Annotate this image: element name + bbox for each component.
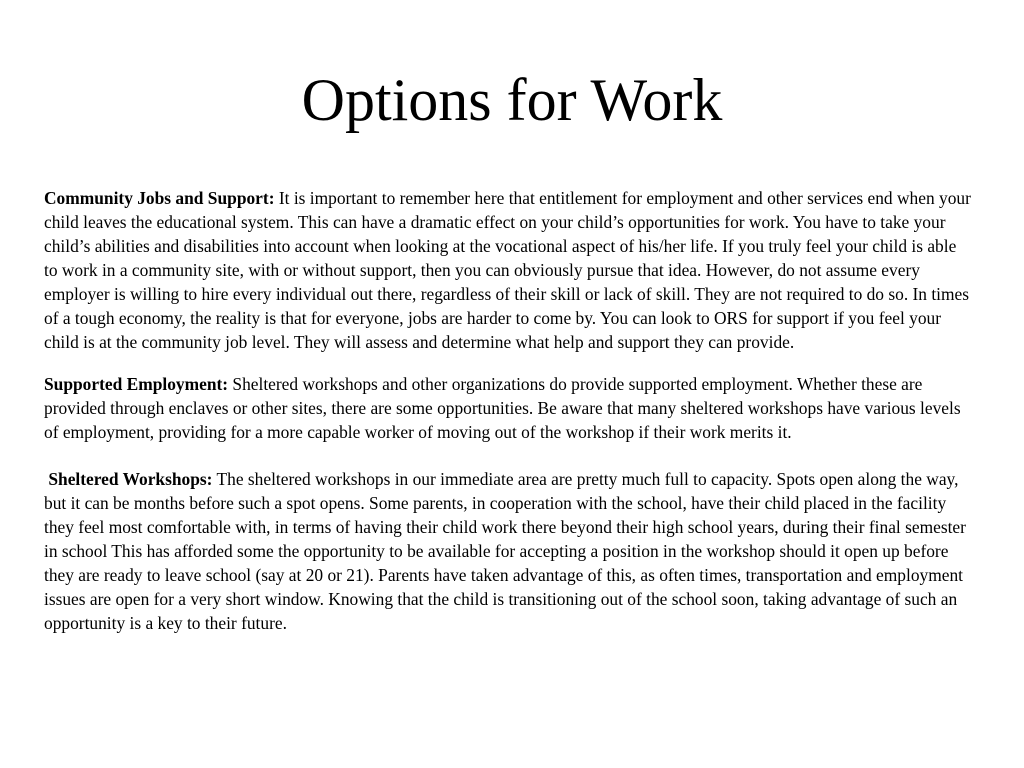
paragraph-community-jobs bbox=[44, 186, 974, 354]
paragraph-sheltered-workshops bbox=[44, 467, 974, 635]
paragraph-text: Sheltered workshops and other organizations do provide supported employment. Whether these are provided through enclaves or other sites, there are some opportunities. Be aware that many sheltered workshops have various levels of employment, providing for a more capable worker of moving out of the workshop if their work merits it. bbox=[44, 374, 961, 442]
slide-title: Options for Work bbox=[301, 67, 723, 133]
paragraph-text: The sheltered workshops in our immediate area are pretty much full to capacity. Spots open along the way, but it can be months before such a spot opens. Some parents, in cooperation with the school, have their child placed in the facility they feel most comfortable with, in terms of having their child work there beyond their high school years, during their final semester in school This has afforded some the opportunity to be available for accepting a position in the workshop should it open up before they are ready to leave school (say at 20 or 21). Parents have taken advantage of this, as often times, transportation and employment issues are open for a very short window. Knowing that the child is transitioning out of the school soon, taking advantage of such an opportunity is a key to their future. bbox=[44, 469, 966, 633]
paragraph-text: It is important to remember here that entitlement for employment and other services end when your child leaves the educational system. This can have a dramatic effect on your child’s opportunities for work. You have to take your child’s abilities and disabilities into account when looking at the vocational aspect of his/her life. If you truly feel your child is able to work in a community site, with or without support, then you can obviously pursue that idea. However, do not assume every employer is willing to hire every individual out there, regardless of their skill or lack of skill. They are not required to do so. In times of a tough economy, the reality is that for everyone, jobs are harder to come by. You can look to ORS for support if you feel your child is at the community job level. They will assess and determine what help and support they can provide. bbox=[44, 188, 971, 352]
paragraph-heading: Sheltered Workshops: bbox=[44, 469, 213, 489]
paragraph-heading: Supported Employment: bbox=[44, 374, 229, 394]
paragraph-supported-employment bbox=[44, 372, 974, 444]
paragraph-heading: Community Jobs and Support: bbox=[44, 188, 275, 208]
slide-body bbox=[44, 186, 974, 635]
